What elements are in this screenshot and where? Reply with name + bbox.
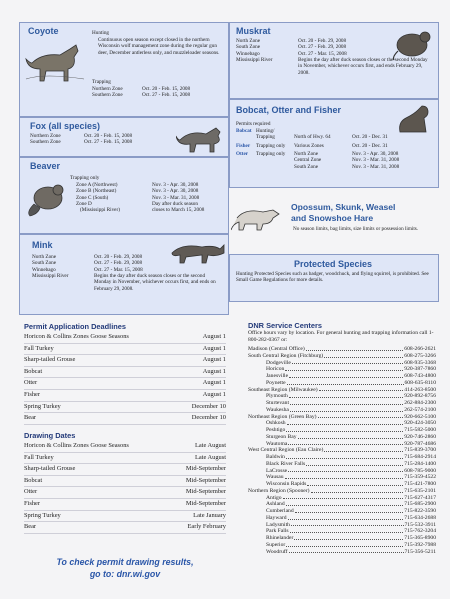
service-center-name: Cumberland: [266, 508, 294, 514]
item-name: Fall Turkey: [24, 453, 54, 461]
zone-cell: Mississippi River: [32, 273, 69, 280]
leader-dots: [292, 360, 403, 365]
service-center-phone: 715-627-4317: [404, 494, 436, 501]
leader-dots: [285, 366, 403, 371]
service-center-item: [248, 346, 436, 353]
beaver-trapping-only: Trapping only: [70, 175, 100, 181]
dates-cell: Oct. 20 - Feb. 29, 2008: [298, 38, 347, 44]
item-name: Horicon & Collins Zones Goose Seasons: [24, 442, 129, 449]
service-center-phone: 262-574-2100: [404, 406, 436, 413]
dates-cell: Oct. 20 - Dec. 31: [352, 134, 388, 140]
service-center-phone: 715-532-3911: [404, 521, 436, 528]
service-center-name: Southeast Region (Milwaukee): [248, 386, 318, 393]
zone-cell: Northern Zone: [30, 133, 61, 139]
item-date: August 1: [202, 379, 226, 387]
list-item: [24, 332, 226, 344]
permit-results-note: [24, 556, 226, 580]
service-center-item: [248, 528, 436, 535]
leader-dots: [290, 528, 404, 533]
zone-cell: Zone D: [76, 201, 92, 208]
zone-cell: Zone B (Northeast): [76, 188, 117, 195]
beaver-panel: [19, 157, 229, 234]
service-center-item: [248, 427, 436, 434]
protected-title: Protected Species: [294, 259, 373, 269]
bobcat-title: Bobcat, Otter and Fisher: [236, 105, 342, 115]
service-center-name: Park Falls: [266, 528, 289, 535]
service-center-name: Sturtevant: [266, 400, 289, 406]
method-cell: Trapping only: [256, 142, 286, 149]
item-date: Mid-September: [185, 465, 226, 473]
leader-dots: [286, 427, 403, 432]
service-center-phone: 414-263-8500: [404, 386, 436, 393]
list-item: [24, 367, 226, 379]
zone-cell: Central Zone: [294, 157, 322, 164]
service-center-item: [248, 508, 436, 515]
service-center-name: Plymouth: [266, 393, 288, 400]
method-cell: [256, 164, 294, 170]
service-center-item: [248, 481, 436, 488]
item-date: August 1: [202, 367, 226, 375]
service-center-item: [248, 420, 436, 427]
service-center-item: [248, 522, 436, 529]
leader-dots: [286, 542, 403, 547]
service-center-item: [248, 373, 436, 380]
leader-dots: [306, 461, 403, 466]
leader-dots: [288, 515, 404, 520]
service-center-name: Poynette: [266, 379, 286, 386]
beaver-title: Beaver: [30, 161, 61, 171]
table-row: [32, 273, 226, 292]
coyote-hunting-text: Continuous open season except closed in the northern Wisconsin wolf management zone during the regular gun deer, December antlerless only, and muzzleloader seasons.: [98, 37, 220, 56]
mink-panel: [19, 234, 229, 315]
leader-dots: [294, 535, 403, 540]
service-center-item: [248, 380, 436, 387]
dates-cell: Oct. 27 - Mar. 15, 2008: [298, 50, 347, 57]
dates-cell: Nov. 3 - Apr. 30, 2008: [152, 182, 199, 188]
dates-cell: Nov. 3 - Mar. 31, 2008: [152, 194, 200, 201]
item-name: Spring Turkey: [24, 511, 61, 519]
dates-cell: Begins the day after duck season closes or the second Monday in November, whichever occurs first, and ends February 29, 2008.: [298, 57, 428, 76]
service-center-item: [248, 414, 436, 421]
service-center-phone: 608-785-9000: [404, 467, 436, 474]
dnr-heading: DNR Service Centers: [248, 321, 322, 330]
service-center-phone: 920-787-4686: [404, 440, 436, 447]
drawing-dates-heading: Drawing Dates: [24, 431, 76, 440]
beaver-rows: [76, 182, 226, 214]
dates-cell: Oct. 20 - Feb. 15, 2008: [142, 86, 191, 92]
bobcat-panel: [229, 99, 439, 188]
opossum-illustration: [231, 202, 283, 232]
species-cell: Bobcat: [236, 128, 252, 134]
list-item: [24, 476, 226, 488]
service-center-phone: 920-662-5100: [404, 413, 436, 420]
table-row: [236, 164, 436, 170]
list-item: [24, 464, 226, 476]
zone-cell: South Zone: [294, 163, 319, 170]
item-date: Late August: [194, 442, 226, 449]
service-center-item: [248, 488, 436, 495]
bobcat-permits: Permits required: [236, 121, 271, 127]
dates-cell: Oct. 27 - Feb. 29, 2008: [94, 260, 143, 267]
service-center-item: [248, 535, 436, 542]
service-center-phone: 715-635-2101: [404, 487, 436, 494]
service-center-phone: 920-746-2860: [404, 433, 436, 440]
mink-title: Mink: [32, 240, 53, 250]
method-cell: Trapping only: [256, 151, 286, 158]
leader-dots: [291, 522, 404, 527]
dnr-list: [248, 346, 436, 555]
service-center-name: Janesville: [266, 373, 289, 379]
service-center-item: [248, 542, 436, 549]
service-center-phone: 920-387-7860: [404, 366, 436, 373]
item-name: Bobcat: [24, 476, 43, 484]
service-center-item: [248, 549, 436, 556]
permit-results-link[interactable]: go to: dnr.wi.gov: [89, 569, 161, 579]
zone-cell: Winnebago: [236, 50, 260, 57]
service-center-name: Peshtigo: [266, 427, 286, 433]
service-center-phone: 262-884-2300: [404, 400, 436, 406]
dates-cell: Oct. 27 - Feb. 29, 2008: [298, 44, 347, 51]
dates-cell: Nov. 3 - Apr. 30, 2008: [352, 151, 399, 158]
service-center-item: [248, 454, 436, 461]
service-center-phone: 608-935-3368: [404, 359, 436, 366]
service-center-item: [248, 353, 436, 360]
dates-cell: Nov. 3 - Mar. 31, 2008: [352, 157, 400, 164]
permit-deadlines-list: [24, 332, 226, 425]
table-row: [76, 207, 226, 213]
list-item: [24, 499, 226, 511]
service-center-phone: 608-743-4800: [404, 373, 436, 379]
service-center-name: Waukesha: [266, 406, 289, 413]
service-center-phone: 715-582-5000: [404, 427, 436, 433]
item-date: August 1: [202, 344, 226, 352]
leader-dots: [283, 495, 404, 500]
leader-dots: [324, 447, 403, 452]
list-item: [24, 402, 226, 414]
service-center-item: [248, 468, 436, 475]
leader-dots: [318, 414, 404, 419]
service-center-name: Rhinelander: [266, 535, 294, 541]
leader-dots: [287, 420, 404, 425]
item-name: Otter: [24, 488, 38, 496]
service-center-name: Wausau: [266, 474, 284, 481]
list-item: [24, 511, 226, 523]
service-center-item: [248, 447, 436, 454]
dates-cell: Oct. 20 - Feb. 15, 2008: [84, 133, 133, 139]
muskrat-title: Muskrat: [236, 26, 271, 36]
service-center-name: Northeast Region (Green Bay): [248, 413, 317, 420]
item-name: Fisher: [24, 390, 40, 398]
leader-dots: [285, 474, 404, 479]
service-center-phone: 715-822-3590: [404, 508, 436, 514]
table-row: [236, 143, 436, 149]
zone-cell: North Zone: [294, 151, 319, 158]
zone-cell: Southern Zone: [30, 139, 61, 146]
permit-deadlines-heading: Permit Application Deadlines: [24, 322, 126, 331]
service-center-phone: 608-275-3266: [404, 352, 436, 359]
leader-dots: [288, 468, 403, 473]
item-date: Mid-September: [185, 476, 226, 484]
item-name: Sharp-tailed Grouse: [24, 465, 76, 473]
item-name: Bear: [24, 523, 37, 531]
list-item: [24, 355, 226, 367]
service-center-phone: 608-635-8110: [404, 379, 436, 386]
service-center-name: Hayward: [266, 514, 287, 521]
muskrat-rows: [236, 38, 428, 76]
leader-dots: [286, 501, 404, 506]
list-item: [24, 390, 226, 402]
service-center-name: Woodruff: [266, 548, 288, 555]
dnr-intro: Office hours vary by location. For general hunting and trapping information call 1-800-282-0367 or:: [248, 330, 434, 343]
service-center-name: Dodgeville: [266, 359, 291, 366]
item-name: Fall Turkey: [24, 344, 54, 352]
service-center-name: Sturgeon Bay: [266, 433, 297, 440]
leader-dots: [289, 549, 404, 554]
item-name: Bobcat: [24, 367, 43, 375]
item-date: Mid-September: [185, 499, 226, 507]
item-date: August 1: [202, 356, 226, 364]
leader-dots: [311, 488, 404, 493]
zone-cell: North Zone: [236, 38, 261, 44]
service-center-phone: 920-424-3050: [404, 420, 436, 427]
muskrat-panel: [229, 22, 439, 99]
item-name: Otter: [24, 379, 38, 387]
service-center-phone: 715-356-5211: [404, 548, 436, 555]
service-center-name: Northern Region (Spooner): [248, 487, 310, 494]
dates-cell: Oct. 27 - Feb. 15, 2008: [142, 92, 191, 99]
zone-cell: Winnebago: [32, 266, 56, 273]
zone-cell: North Zone: [32, 254, 57, 260]
service-center-item: [248, 387, 436, 394]
leader-dots: [287, 380, 404, 385]
dates-cell: closes to March 15, 2008: [152, 207, 205, 214]
dates-cell: Nov. 3 - Mar. 31, 2008: [352, 163, 400, 170]
table-row: [236, 128, 436, 141]
opossum-text: No season limits, bag limits, size limits or possession limits.: [293, 226, 419, 232]
service-center-item: [248, 400, 436, 407]
service-center-item: [248, 393, 436, 400]
leader-dots: [298, 434, 404, 439]
dates-cell: Oct. 20 - Feb. 29, 2008: [94, 254, 143, 260]
service-center-phone: 608-266-2621: [404, 346, 436, 352]
service-center-name: Horicon: [266, 366, 285, 373]
coyote-title: Coyote: [28, 26, 59, 36]
service-center-phone: 715-359-4522: [404, 474, 436, 481]
zone-cell: South Zone: [32, 260, 57, 267]
list-item: [24, 487, 226, 499]
item-date: August 1: [202, 390, 226, 398]
service-center-name: LaCrosse: [266, 467, 288, 474]
list-item: [24, 453, 226, 465]
item-date: Mid-September: [185, 488, 226, 496]
zone-cell: Zone A (Northwest): [76, 182, 118, 188]
item-name: Sharp-tailed Grouse: [24, 356, 76, 364]
service-center-name: West Central Region (Eau Claire): [248, 447, 324, 454]
service-center-name: Wisconsin Rapids: [266, 481, 307, 487]
fox-title: Fox (all species): [30, 121, 101, 131]
service-center-item: [248, 360, 436, 367]
leader-dots: [289, 393, 404, 398]
beaver-illustration: [24, 182, 70, 218]
coyote-trapping-rows: [92, 86, 226, 99]
service-center-item: [248, 461, 436, 468]
leader-dots: [288, 441, 403, 446]
service-center-item: [248, 495, 436, 502]
item-date: December 10: [191, 402, 226, 410]
service-center-phone: 715-365-8900: [404, 535, 436, 541]
muskrat-illustration: [390, 27, 436, 61]
service-center-phone: 920-892-8756: [404, 393, 436, 400]
coyote-illustration: [24, 39, 90, 83]
service-center-item: [248, 474, 436, 481]
leader-dots: [286, 454, 403, 459]
service-center-name: Ladysmith: [266, 521, 290, 528]
coyote-hunting-label: Hunting: [92, 30, 110, 36]
coyote-trapping-label: Trapping: [92, 79, 111, 85]
service-center-name: Madison (Central Office): [248, 346, 305, 352]
service-center-item: [248, 434, 436, 441]
fox-illustration: [176, 122, 228, 154]
leader-dots: [290, 400, 403, 405]
item-name: Spring Turkey: [24, 402, 61, 410]
service-center-name: Black River Falls: [266, 460, 306, 467]
service-center-phone: 715-284-1400: [404, 460, 436, 467]
service-center-phone: 715-421-7800: [404, 481, 436, 487]
dates-cell: Day after duck season: [152, 201, 198, 208]
service-center-phone: 715-762-3204: [404, 528, 436, 535]
service-center-name: Antigo: [266, 494, 282, 501]
item-date: Early February: [187, 523, 226, 531]
service-center-phone: 715-392-7988: [404, 541, 436, 548]
opossum-panel: [229, 188, 439, 254]
service-center-name: Ashland: [266, 501, 285, 508]
protected-text: Hunting Protected Species such as badger, woodchuck, and flying squirrel, is prohibited. See Small Game Regulations for more details.: [236, 271, 429, 284]
opossum-title-line2: and Snowshoe Hare: [291, 213, 374, 223]
mink-rows: [32, 254, 226, 292]
dates-cell: Begins the day after duck season closes or the second Monday in November, whichever occurs first, and ends on February 29, 2008.: [94, 273, 216, 292]
service-center-name: Wautoma: [266, 440, 288, 447]
leader-dots: [307, 481, 403, 486]
bobcat-rows: [236, 128, 436, 170]
list-item: [24, 344, 226, 356]
zone-cell: North of Hwy. 64: [294, 134, 331, 140]
item-date: Late August: [194, 453, 226, 461]
service-center-name: South Central Region (Fitchburg): [248, 352, 324, 359]
dates-cell: Oct. 27 - Mar. 15, 2008: [94, 266, 143, 273]
item-date: August 1: [202, 333, 226, 340]
service-center-name: Oshkosh: [266, 420, 286, 427]
service-center-name: Superior: [266, 541, 286, 548]
item-date: December 10: [191, 414, 226, 422]
list-item: [24, 522, 226, 534]
service-center-item: [248, 407, 436, 414]
list-item: [24, 413, 226, 425]
leader-dots: [289, 373, 403, 378]
dates-cell: Oct. 20 - Dec. 31: [352, 142, 388, 149]
list-item: [24, 378, 226, 390]
zone-cell: (Mississippi River): [80, 207, 120, 214]
zone-cell: Mississippi River: [236, 57, 273, 64]
species-cell: Fisher: [236, 142, 251, 149]
table-row: [92, 92, 226, 98]
zone-cell: Northern Zone: [92, 86, 123, 92]
item-name: Fisher: [24, 499, 40, 507]
leader-dots: [295, 508, 404, 513]
coyote-panel: [19, 22, 229, 117]
zone-cell: Zone C (South): [76, 194, 109, 201]
opossum-title-line1: Opossum, Skunk, Weasel: [291, 202, 396, 212]
leader-dots: [319, 387, 404, 392]
zone-cell: Various Zones: [294, 142, 324, 149]
table-row: [30, 139, 180, 145]
service-center-phone: 715-685-2900: [404, 501, 436, 508]
zone-cell: Southern Zone: [92, 92, 123, 99]
fox-rows: [30, 133, 180, 146]
permit-results-line1: To check permit drawing results,: [56, 557, 194, 567]
service-center-name: Baldwin: [266, 454, 285, 460]
dates-cell: Oct. 27 - Feb. 15, 2008: [84, 139, 133, 146]
item-name: Bear: [24, 414, 37, 422]
dates-cell: Nov. 3 - Apr. 30, 2008: [152, 188, 199, 195]
drawing-dates-list: [24, 441, 226, 534]
service-center-item: [248, 366, 436, 373]
species-cell: Otter: [236, 151, 249, 158]
service-center-item: [248, 501, 436, 508]
leader-dots: [290, 407, 403, 412]
method-cell: Hunting/ Trapping: [256, 128, 275, 141]
service-center-item: [248, 515, 436, 522]
species-cell: [236, 164, 256, 170]
protected-panel: [229, 254, 439, 302]
leader-dots: [324, 353, 403, 358]
service-center-phone: 715-684-2914: [404, 454, 436, 460]
service-center-phone: 715-634-2688: [404, 514, 436, 521]
item-name: Horicon & Collins Zones Goose Seasons: [24, 333, 129, 340]
list-item: [24, 441, 226, 453]
leader-dots: [306, 346, 404, 351]
fox-panel: [19, 117, 229, 157]
service-center-phone: 715-839-3700: [404, 447, 436, 454]
zone-cell: South Zone: [236, 44, 261, 51]
item-date: Late January: [193, 511, 226, 519]
table-row: [236, 57, 428, 76]
